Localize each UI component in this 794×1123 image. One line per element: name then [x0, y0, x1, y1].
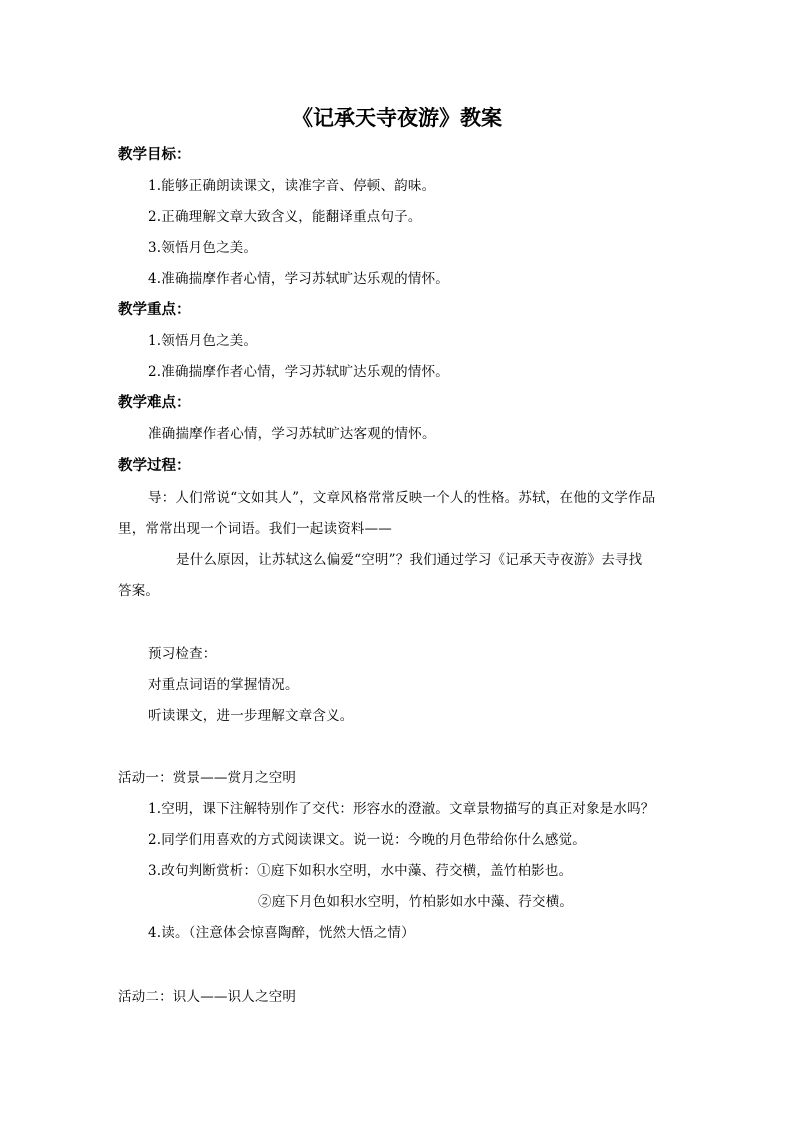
activity1-item: ②庭下月色如积水空明，竹柏影如水中藻、荇交横。 — [258, 894, 574, 910]
question-line: 是什么原因，让苏轼这么偏爱“空明”？我们通过学习《记承天寺夜游》去寻找 — [176, 552, 643, 568]
goal-item: 4.准确揣摩作者心情，学习苏轼旷达乐观的情怀。 — [148, 271, 449, 287]
activity1-item: 1.空明，课下注解特别作了交代：形容水的澄澈。文章景物描写的真正对象是水吗？ — [148, 801, 655, 817]
key-points-heading: 教学重点： — [118, 302, 191, 318]
preview-label: 预习检查： — [148, 646, 217, 662]
document-title: 《记承天寺夜游》教案 — [292, 106, 502, 130]
activity1-item: 4.读。（注意体会惊喜陶醉，恍然大悟之情） — [148, 925, 415, 941]
difficulties-heading: 教学难点： — [118, 395, 191, 411]
preview-item: 听读课文，进一步理解文章含义。 — [148, 708, 354, 724]
goal-item: 1.能够正确朗读课文，读准字音、停顿、韵味。 — [148, 178, 436, 194]
intro-line: 里，常常出现一个词语。我们一起读资料—— — [118, 521, 392, 537]
preview-item: 对重点词语的掌握情况。 — [148, 677, 299, 693]
activity1-item: 2.同学们用喜欢的方式阅读课文。说一说：今晚的月色带给你什么感觉。 — [148, 832, 586, 848]
goals-heading: 教学目标： — [118, 147, 191, 163]
goal-item: 3.领悟月色之美。 — [148, 240, 258, 256]
key-point-item: 1.领悟月色之美。 — [148, 333, 258, 349]
activity2-heading: 活动二：识人——识人之空明 — [118, 989, 297, 1005]
activity1-heading: 活动一：赏景——赏月之空明 — [118, 770, 297, 786]
intro-line: 导：人们常说“文如其人”，文章风格常常反映一个人的性格。苏轼，在他的文学作品 — [148, 490, 656, 506]
difficulty-text: 准确揣摩作者心情，学习苏轼旷达客观的情怀。 — [148, 426, 436, 442]
activity1-item: 3.改句判断赏析：①庭下如积水空明，水中藻、荇交横，盖竹柏影也。 — [148, 863, 573, 879]
process-heading: 教学过程： — [118, 458, 191, 474]
question-line: 答案。 — [118, 583, 160, 599]
goal-item: 2.正确理解文章大致含义，能翻译重点句子。 — [148, 209, 422, 225]
key-point-item: 2.准确揣摩作者心情，学习苏轼旷达乐观的情怀。 — [148, 364, 449, 380]
